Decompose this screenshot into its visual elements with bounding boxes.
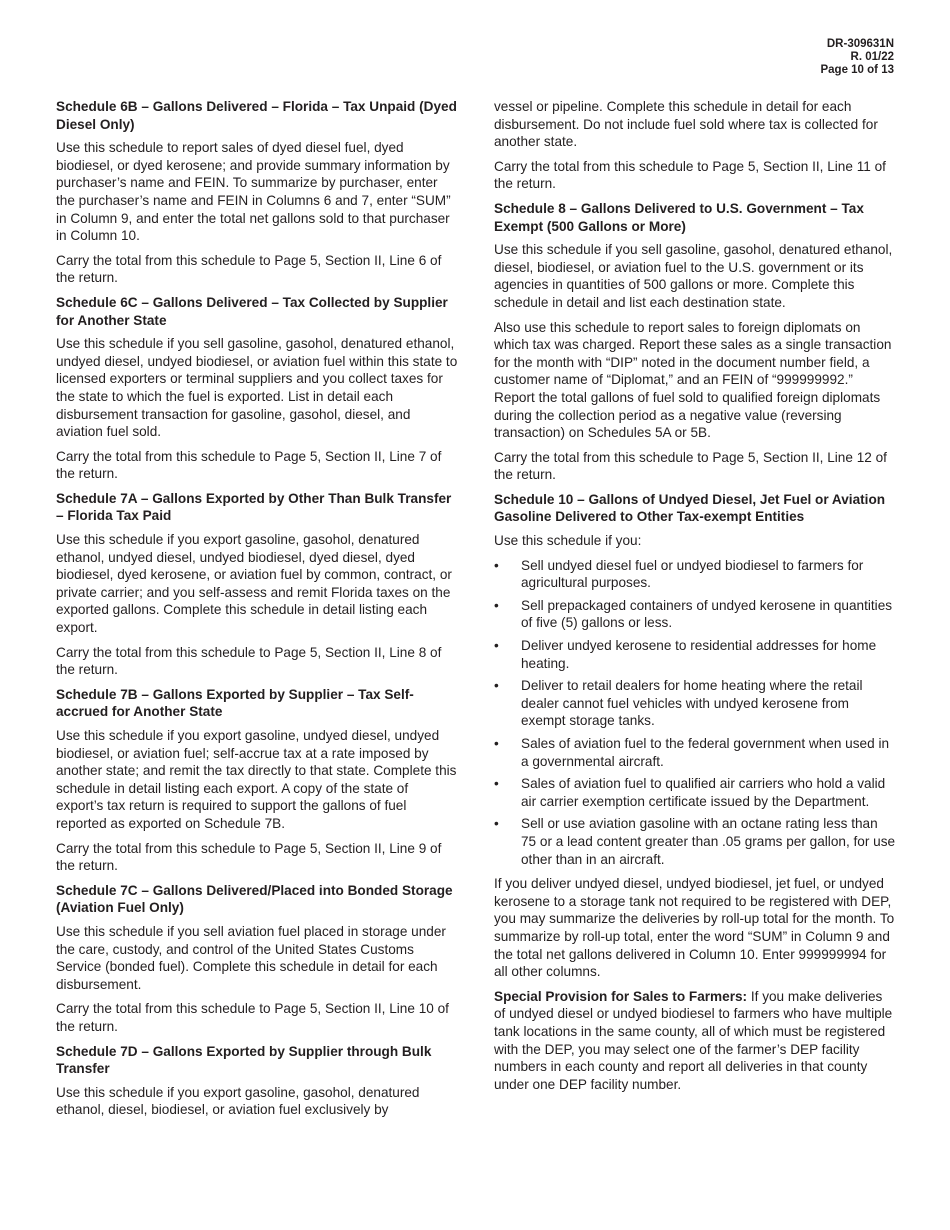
bullet-icon: • — [494, 816, 499, 832]
bullet-icon: • — [494, 638, 499, 654]
schedule-7d-carry: Carry the total from this schedule to Page 5, Section II, Line 11 of the return. — [494, 158, 886, 192]
list-item — [494, 775, 896, 810]
schedule-7c-title: Schedule 7C – Gallons Delivered/Placed into Bonded Storage (Aviation Fuel Only) — [56, 882, 453, 916]
special-provision-paragraph — [494, 988, 896, 1094]
form-header — [820, 38, 894, 77]
right-column — [494, 98, 896, 1100]
schedule-8-diplomats: Also use this schedule to report sales to foreign diplomats on which tax was charged. Report these sales as a single transaction for the month with “DIP” noted in the document number field, a customer name of “Diplomat,” and an FEIN of “999999992.” Report the total gallons of fuel sold to qualified foreign diplomats during the collection period as a negative value (reversing transaction) on Schedules 5A or 5B. — [494, 319, 892, 441]
list-item — [494, 557, 896, 592]
schedule-8-title: Schedule 8 – Gallons Delivered to U.S. Government – Tax Exempt (500 Gallons or More) — [494, 200, 864, 234]
schedule-10-intro: Use this schedule if you: — [494, 533, 642, 549]
form-revision: R. 01/22 — [850, 51, 894, 63]
schedule-7c-text: Use this schedule if you sell aviation fuel placed in storage under the care, custody, and control of the United States Customs Service (bonded fuel). Complete this schedule in detail for each disbursement. — [56, 923, 446, 992]
schedule-6b-title: Schedule 6B – Gallons Delivered – Florida – Tax Unpaid (Dyed Diesel Only) — [56, 99, 457, 132]
list-item — [494, 677, 896, 730]
form-number: DR-309631N — [826, 38, 894, 50]
schedule-8-carry: Carry the total from this schedule to Page 5, Section II, Line 12 of the return. — [494, 449, 887, 483]
schedule-7b-text: Use this schedule if you export gasoline, undyed diesel, undyed biodiesel, or aviation fuel; self-accrue tax at a rate imposed by another state; and remit the tax directly to that state. Complete this schedule in detail listing each export. A copy of the state of export’s tax return is required to support the gallons of fuel reported as exported on Schedule 7B. — [56, 728, 457, 831]
schedule-7a-text: Use this schedule if you export gasoline, gasohol, denatured ethanol, undyed diesel, undyed biodiesel, dyed diesel, dyed biodiesel, dyed kerosene, or aviation fuel by common, contract, or private carrier; and you self-assess and remit Florida taxes on the exported gallons. Complete this schedule in detail listing each export. — [56, 532, 452, 636]
list-item-text: Deliver to retail dealers for home heating where the retail dealer cannot fuel vehicles with undyed kerosene from exempt storage tanks. — [521, 678, 863, 729]
left-column — [56, 98, 458, 1126]
list-item-text: Sales of aviation fuel to the federal government when used in a governmental aircraft. — [521, 736, 890, 769]
schedule-7b-carry: Carry the total from this schedule to Page 5, Section II, Line 9 of the return. — [56, 840, 442, 874]
list-item-text: Deliver undyed kerosene to residential addresses for home heating. — [521, 638, 877, 671]
list-item-text: Sales of aviation fuel to qualified air carriers who hold a valid air carrier exemption certificate issued by the Department. — [521, 776, 886, 809]
schedule-7a-title: Schedule 7A – Gallons Exported by Other Than Bulk Transfer – Florida Tax Paid — [56, 490, 452, 524]
special-provision-text: If you make deliveries of undyed diesel or undyed biodiesel to farmers who have multiple tank locations in the same county, all of which must be registered with the DEP, you may select one of the farmer’s DEP facility numbers in each county and report all deliveries in that county under one DEP facility number. — [494, 988, 893, 1092]
schedule-7c-carry: Carry the total from this schedule to Page 5, Section II, Line 10 of the return. — [56, 1001, 449, 1034]
schedule-7d-title: Schedule 7D – Gallons Exported by Supplier through Bulk Transfer — [56, 1043, 432, 1077]
bullet-icon: • — [494, 678, 499, 694]
list-item — [494, 637, 896, 672]
list-item — [494, 597, 896, 632]
schedule-6c-carry: Carry the total from this schedule to Page 5, Section II, Line 7 of the return. — [56, 448, 442, 482]
special-provision-label: Special Provision for Sales to Farmers: — [494, 988, 748, 1004]
list-item — [494, 735, 896, 770]
bullet-icon: • — [494, 597, 499, 613]
schedule-7a-carry: Carry the total from this schedule to Page 5, Section II, Line 8 of the return. — [56, 644, 442, 678]
schedule-10-bullet-list — [494, 557, 896, 869]
list-item-text: Sell or use aviation gasoline with an octane rating less than 75 or a lead content greater than .05 grams per gallon, for use other than in an aircraft. — [521, 816, 896, 867]
schedule-7d-text-continued: vessel or pipeline. Complete this schedule in detail for each disbursement. Do not include fuel sold where tax is collected for another state. — [494, 99, 878, 150]
schedule-6c-text: Use this schedule if you sell gasoline, gasohol, denatured ethanol, undyed diesel, undyed biodiesel, or aviation fuel within this state to licensed exporters or terminal suppliers and you collect taxes for the state to which the fuel is exported. List in detail each disbursement transaction for gasoline, gasohol, diesel, and aviation fuel sold. — [56, 336, 458, 440]
schedule-7b-title: Schedule 7B – Gallons Exported by Supplier – Tax Self-accrued for Another State — [56, 686, 414, 720]
schedule-8-text: Use this schedule if you sell gasoline, gasohol, denatured ethanol, diesel, biodiesel, or aviation fuel to the U.S. government or its agencies in quantities of 500 gallons or more. Complete this schedule in detail and list each destination state. — [494, 242, 893, 310]
bullet-icon: • — [494, 736, 499, 751]
schedule-10-rollup-text: If you deliver undyed diesel, undyed biodiesel, jet fuel, or undyed kerosene to a storage tank not required to be registered with DEP, you may summarize the deliveries by roll-up total for the month. To summarize by roll-up total, enter the word “SUM” in Column 9 and the total net gallons delivered in Column 10. Enter 999999994 for all other columns. — [494, 876, 895, 980]
schedule-10-title: Schedule 10 – Gallons of Undyed Diesel, Jet Fuel or Aviation Gasoline Delivered to Other Tax-exempt Entities — [494, 491, 886, 525]
schedule-6b-text: Use this schedule to report sales of dyed diesel fuel, dyed biodiesel, or dyed kerosene; and provide summary information by purchaser’s name and FEIN. To summarize by purchaser, enter the purchaser’s name and FEIN in Columns 6 and 7, enter “SUM” in Column 9, and enter the total net gallons sold to that purchaser in Column 10. — [56, 140, 451, 244]
bullet-icon: • — [494, 776, 499, 792]
schedule-6c-title: Schedule 6C – Gallons Delivered – Tax Collected by Supplier for Another State — [56, 294, 448, 328]
list-item-text: Sell undyed diesel fuel or undyed biodiesel to farmers for agricultural purposes. — [521, 557, 864, 591]
list-item-text: Sell prepackaged containers of undyed kerosene in quantities of five (5) gallons or less. — [521, 597, 893, 631]
bullet-icon: • — [494, 557, 499, 573]
list-item — [494, 815, 896, 868]
page-number: Page 10 of 13 — [820, 64, 894, 76]
schedule-6b-carry: Carry the total from this schedule to Page 5, Section II, Line 6 of the return. — [56, 252, 442, 286]
schedule-7d-text: Use this schedule if you export gasoline, gasohol, denatured ethanol, diesel, biodiesel, or aviation fuel exclusively by — [56, 1084, 420, 1118]
